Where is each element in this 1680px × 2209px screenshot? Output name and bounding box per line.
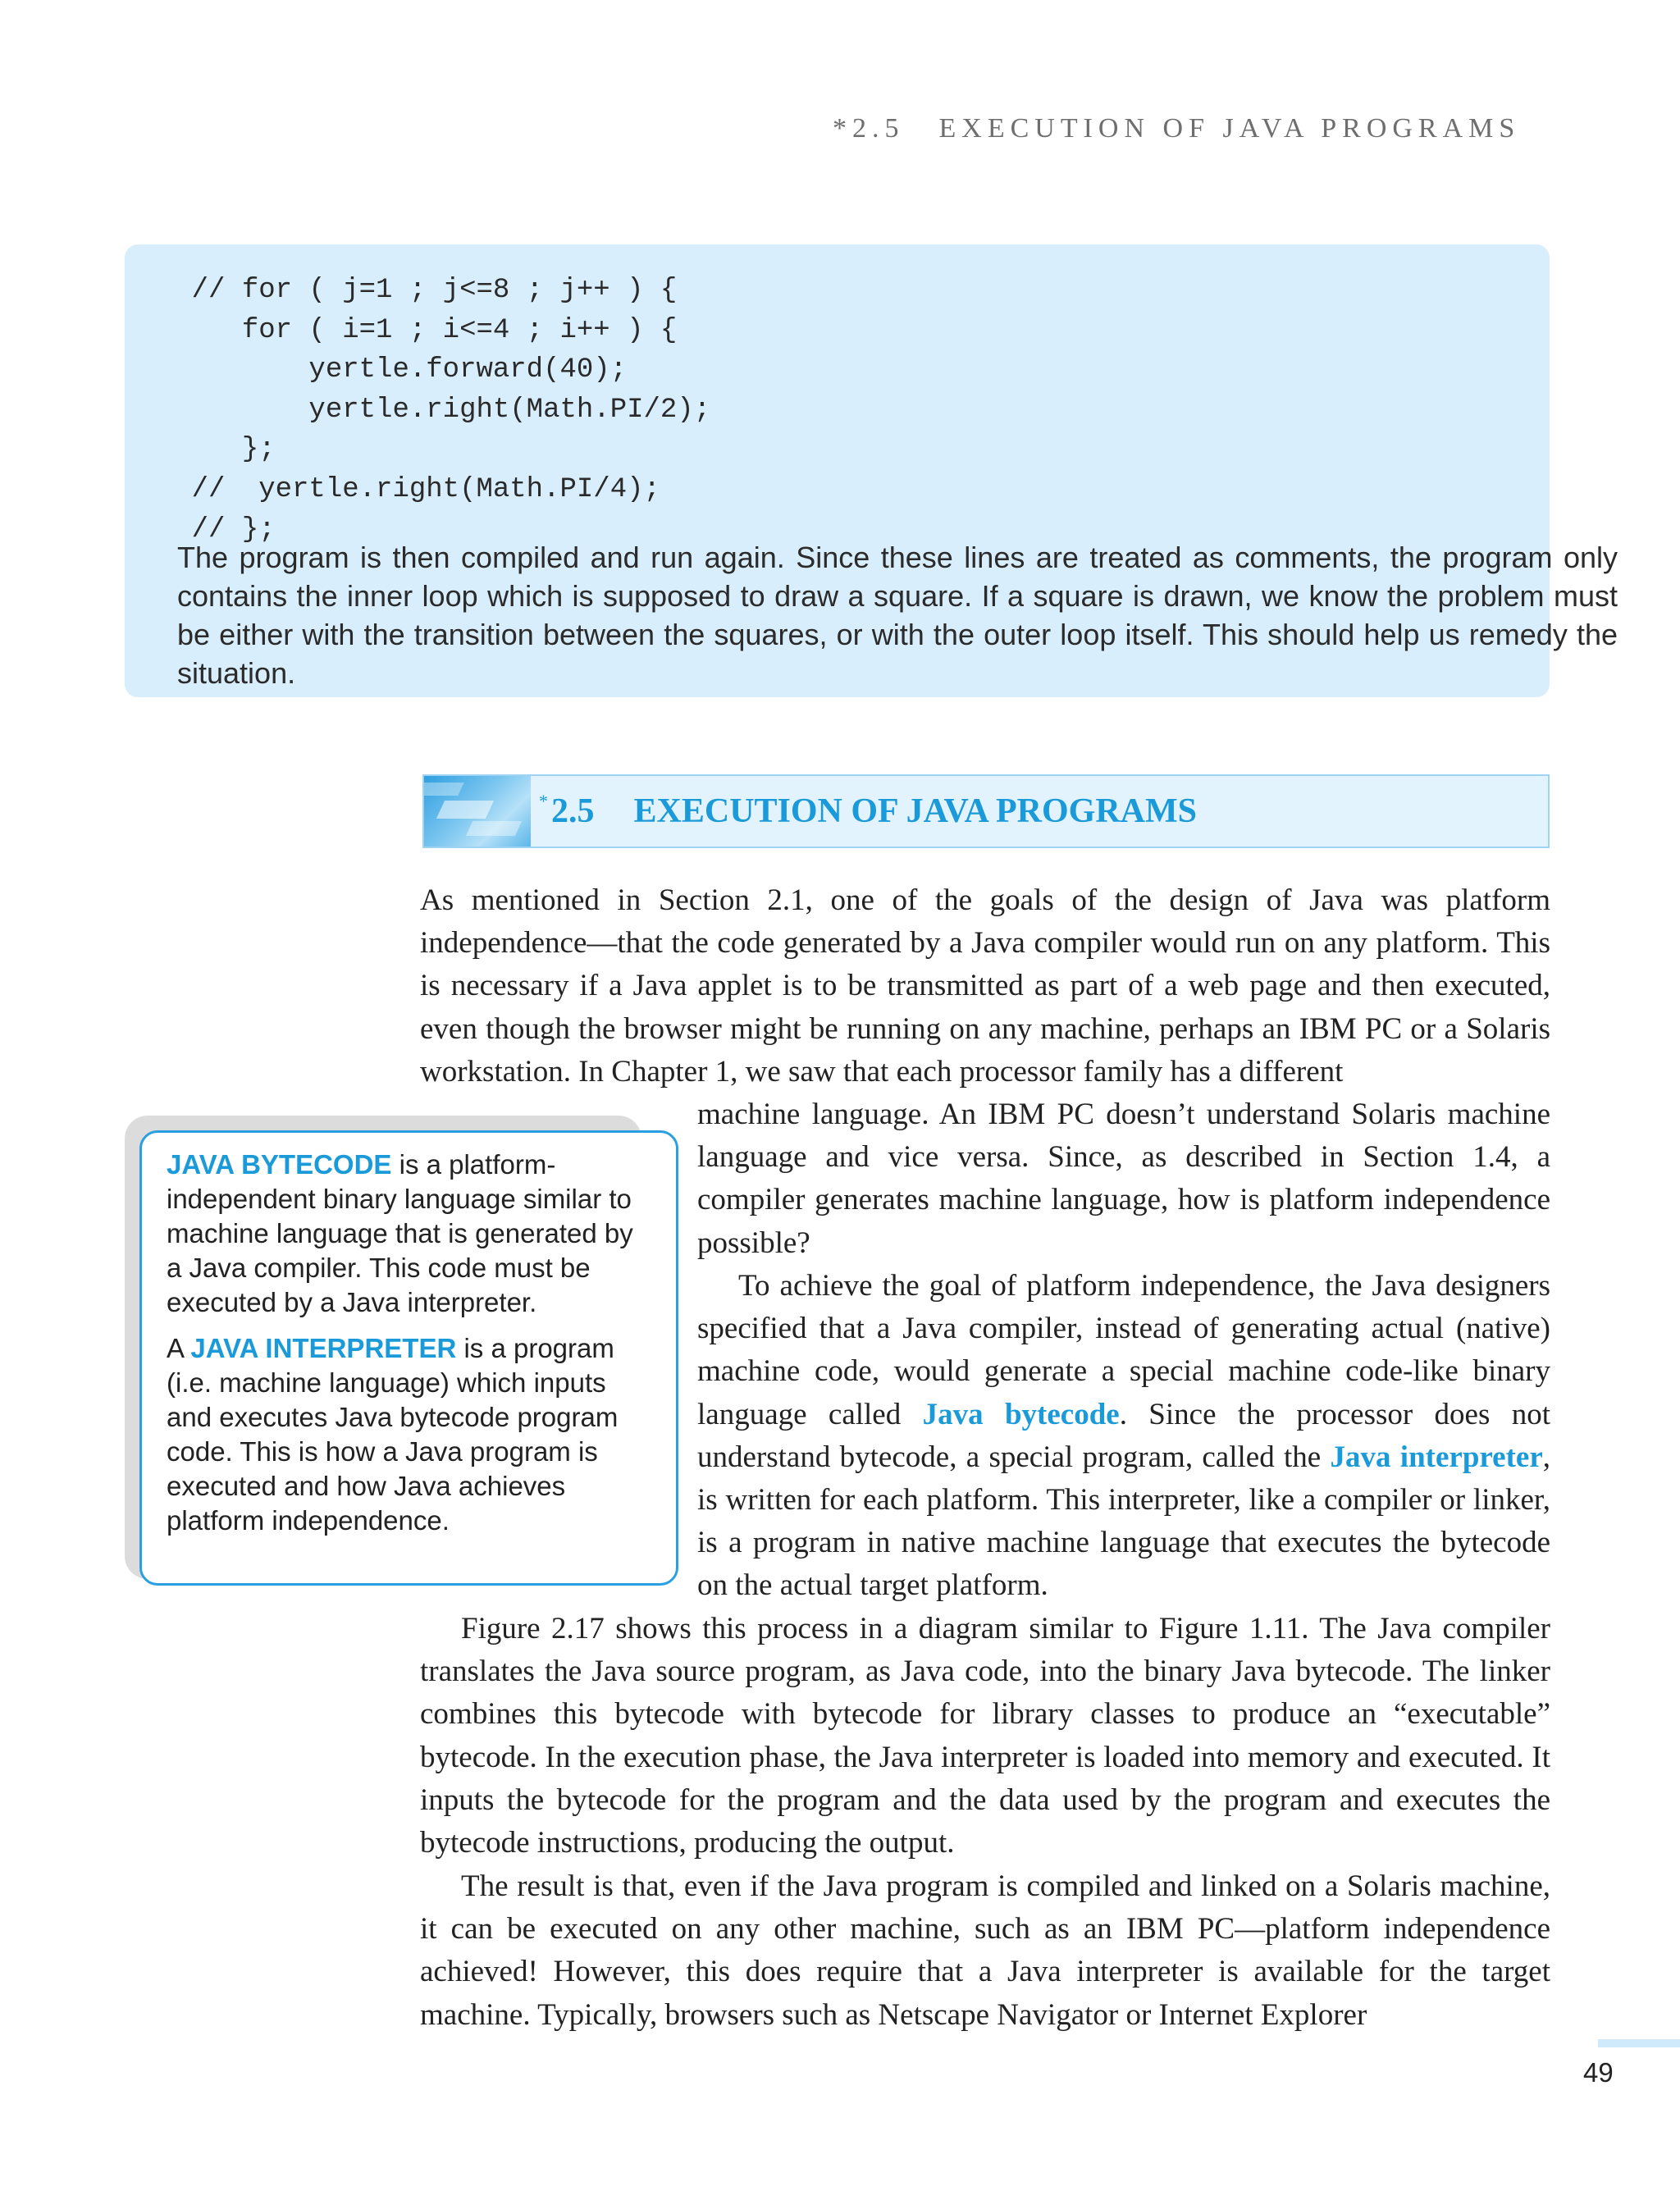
section-number: 2.5	[551, 792, 595, 830]
code-line: // for ( j=1 ; j<=8 ; j++ ) {	[125, 275, 678, 306]
sidebar-term-interpreter: JAVA INTERPRETER	[190, 1333, 457, 1363]
footer-accent-line	[1598, 2039, 1680, 2047]
sidebar-def2-text: is a program (i.e. machine language) which inputs and executes Java bytecode program code. This is how a Java program is executed and how Java achieves platform independence.	[167, 1333, 619, 1536]
term-java-bytecode: Java bytecode	[922, 1397, 1120, 1431]
body-p2-text-b: . Since the processor does not understand bytecode, a special program, called the	[697, 1397, 1551, 1474]
section-title-text: EXECUTION OF JAVA PROGRAMS	[633, 792, 1197, 830]
code-line: for ( i=1 ; i<=4 ; i++ ) {	[125, 314, 678, 346]
code-line: yertle.right(Math.PI/2);	[125, 394, 711, 426]
body-paragraph-1-continued: machine language. An IBM PC doesn’t understand Solaris machine language and vice versa. Since, as described in Section 1.4, a compiler generates machine language, how is platform independence possible?	[697, 1098, 1550, 1260]
body-p2-text-a: To achieve the goal of platform independence, the Java designers specified that a Java compiler, instead of generating actual (native) machine code, would generate a special machine code-like binary language called	[697, 1269, 1550, 1431]
running-head	[833, 113, 1554, 144]
running-head-title: EXECUTION OF JAVA PROGRAMS	[938, 113, 1521, 144]
definition-java-bytecode	[167, 1148, 655, 1320]
code-line: // yertle.right(Math.PI/4);	[125, 473, 660, 505]
body-paragraph-2	[697, 1265, 1550, 1608]
keyboard-emblem-icon	[424, 776, 531, 847]
section-title	[539, 791, 1197, 831]
section-heading	[422, 774, 1550, 848]
code-line: // };	[125, 513, 276, 545]
section-star: *	[539, 791, 548, 811]
sidebar-def1-text: is a platform-independent binary language similar to machine language that is generated by a Java compiler. This code must be executed by a Java interpreter.	[167, 1149, 633, 1317]
body-paragraph-3: Figure 2.17 shows this process in a diagram similar to Figure 1.11. The Java compiler translates the Java source program, as Java code, into the binary Java bytecode. The linker combines this bytecode with bytecode for library classes to produce an “executable” bytecode. In the execution phase, the Java interpreter is loaded into memory and executed. It inputs the bytecode for the program and the data used by the program and executes the bytecode instructions, producing the output.	[420, 1612, 1550, 1860]
code-explanation: The program is then compiled and run again. Since these lines are treated as comments, the program only contains the inner loop which is supposed to draw a square. If a square is drawn, we know the problem must be either with the transition between the squares, or with the outer loop itself. This should help us remedy the situation.	[177, 541, 1618, 690]
body-paragraph-4: The result is that, even if the Java program is compiled and linked on a Solaris machine, it can be executed on any other machine, such as an IBM PC—platform independence achieved! However, this does require that a Java interpreter is available for the target machine. Typically, browsers such as Netscape Navigator or Internet Explorer	[420, 1869, 1550, 2032]
body-paragraph-1: As mentioned in Section 2.1, one of the goals of the design of Java was platform independence—that the code generated by a Java compiler would run on any platform. This is necessary if a Java applet is to be transmitted as part of a web page and then executed, even though the browser might be running on any machine, perhaps an IBM PC or a Solaris workstation. In Chapter 1, we saw that each processor family has a different	[420, 883, 1550, 1089]
body-p2-text-c: , is written for each platform. This interpreter, like a compiler or linker, is a program in native machine language that executes the bytecode on the actual target platform.	[697, 1440, 1550, 1603]
page-number: 49	[1583, 2057, 1614, 2088]
term-java-interpreter: Java interpreter	[1330, 1440, 1543, 1474]
running-head-number: *2.5	[833, 113, 905, 144]
code-line: yertle.forward(40);	[125, 354, 628, 386]
definition-sidebar	[139, 1130, 678, 1586]
sidebar-term-bytecode: JAVA BYTECODE	[167, 1149, 392, 1180]
code-listing	[125, 271, 710, 550]
code-example-box	[125, 244, 1618, 697]
sidebar-def2-prefix: A	[167, 1333, 191, 1363]
code-line: };	[125, 434, 276, 466]
definition-java-interpreter	[167, 1331, 655, 1538]
